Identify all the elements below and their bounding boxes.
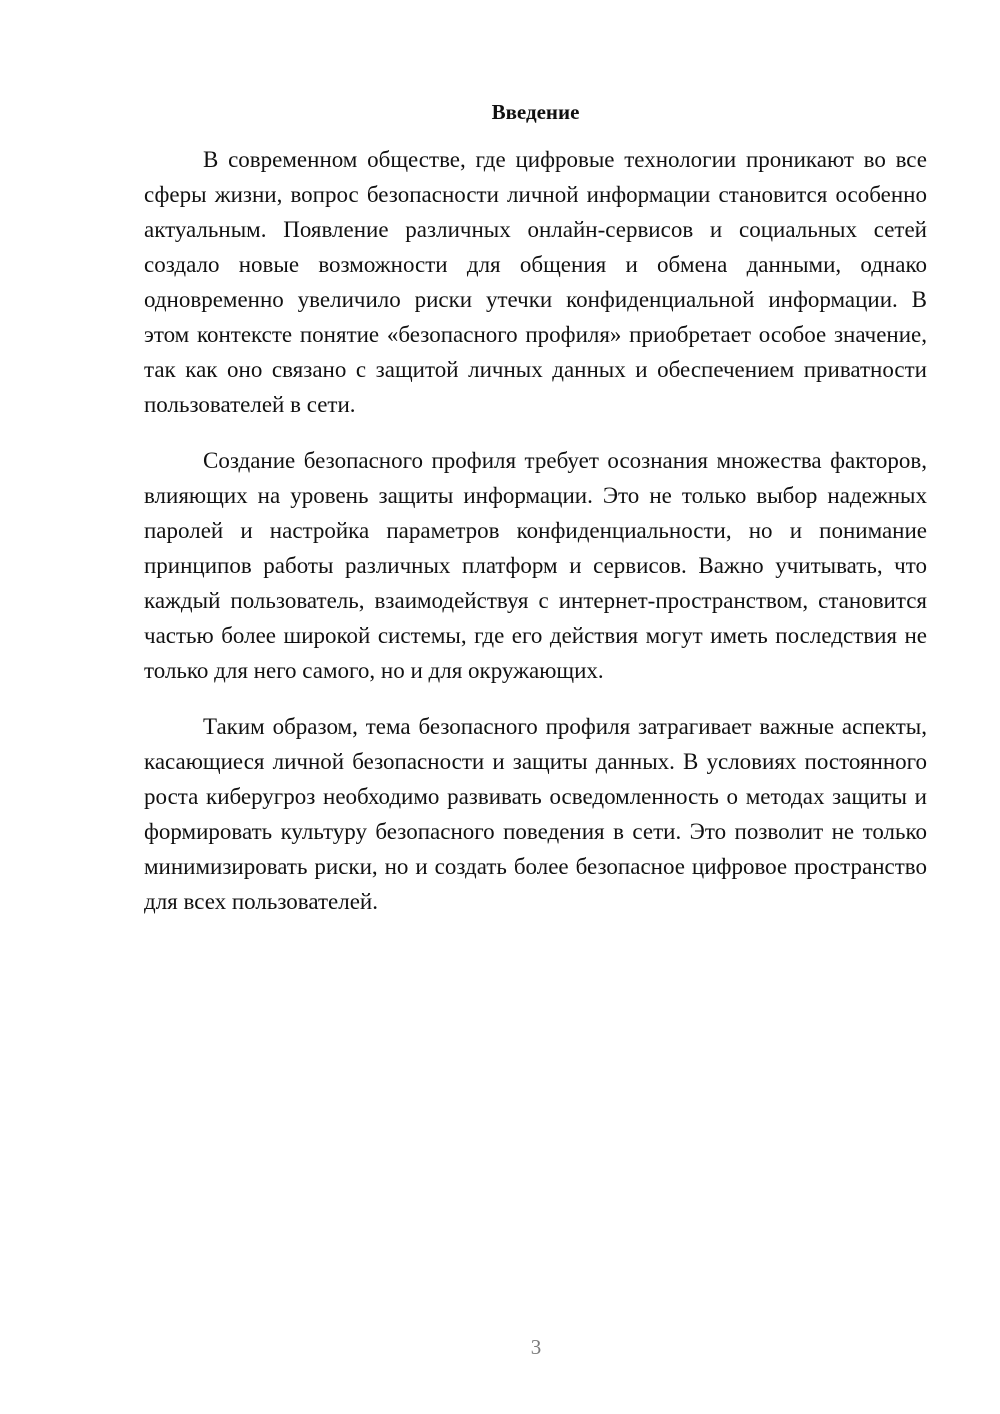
paragraph-3: Таким образом, тема безопасного профиля затрагивает важные аспекты, касающиеся личной безопасности и защиты данных. В условиях постоянного роста киберугроз необходимо развивать осведомленность о методах защиты и формировать культуру безопасного поведения в сети. Это позволит не только минимизировать риски, но и создать более безопасное цифровое пространство для всех пользователей. — [144, 714, 927, 914]
paragraph-1: В современном обществе, где цифровые технологии проникают во все сферы жизни, вопрос безопасности личной информации становится особенно актуальным. Появление различных онлайн-сервисов и социальных сетей создало новые возможности для общения и обмена данными, однако одновременно увеличило риски утечки конфиденциальной информации. В этом контексте понятие «безопасного профиля» приобретает особое значение, так как оно связано с защитой личных данных и обеспечением приватности пользователей в сети. — [144, 147, 927, 417]
page-content — [144, 96, 927, 919]
paragraph-2: Создание безопасного профиля требует осознания множества факторов, влияющих на уровень защиты информации. Это не только выбор надежных паролей и настройка параметров конфиденциальности, но и понимание принципов работы различных платформ и сервисов. Важно учитывать, что каждый пользователь, взаимодействуя с интернет-пространством, становится частью более широкой системы, где его действия могут иметь последствия не только для него самого, но и для окружающих. — [144, 448, 927, 683]
page-number: 3 — [530, 1335, 542, 1359]
section-title: Введение — [491, 100, 580, 124]
